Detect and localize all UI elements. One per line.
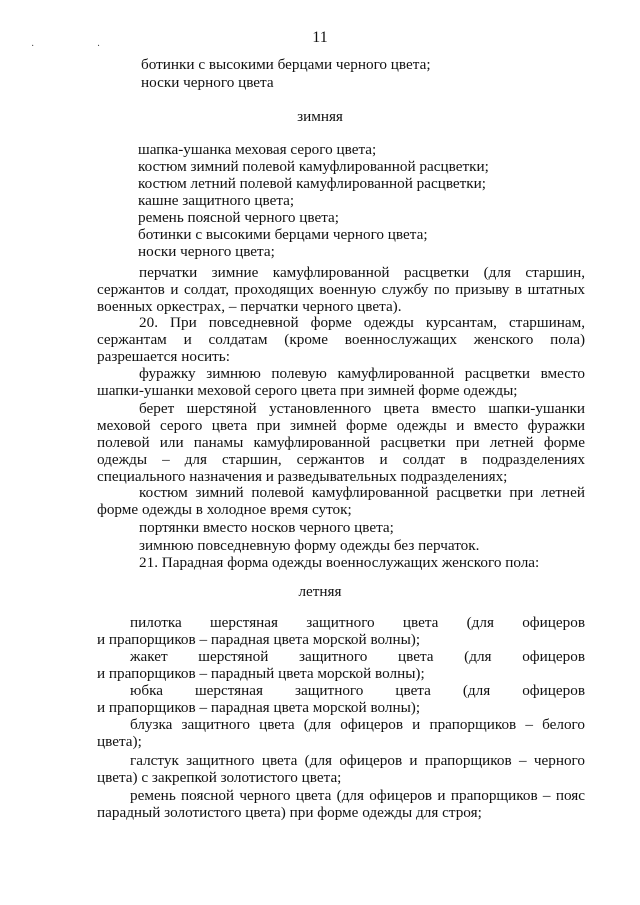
text-line: портянки вместо носков черного цвета; bbox=[139, 519, 394, 536]
text-line: берет шерстяной установленного цвета вместо шапки-ушанки bbox=[139, 400, 585, 417]
text-line: ботинки с высокими берцами черного цвета; bbox=[138, 226, 428, 243]
text-line: одежды – для старшин, сержантов и солдат в подразделениях bbox=[97, 451, 585, 468]
text-line: военных оркестрах, – перчатки черного цвета). bbox=[97, 298, 402, 315]
text-line: костюм зимний полевой камуфлированной расцветки при летней bbox=[139, 484, 585, 501]
text-line: носки черного цвета; bbox=[138, 243, 275, 260]
section-heading-summer: летняя bbox=[298, 583, 342, 600]
text-line: шапки-ушанки меховой серого цвета при зимней форме одежды; bbox=[97, 382, 518, 399]
text-line: фуражку зимнюю полевую камуфлированной расцветки вместо bbox=[139, 365, 585, 382]
text-line: полевой или панамы камуфлированной расцветки при летней форме bbox=[97, 434, 585, 451]
text-line: цвета); bbox=[97, 733, 142, 750]
text-line: ремень поясной черного цвета (для офицеров и прапорщиков – пояс bbox=[130, 787, 585, 804]
text-line: ремень поясной черного цвета; bbox=[138, 209, 340, 226]
text-line: сержантов и солдат, проходящих военную службу по призыву в штатных bbox=[97, 281, 585, 298]
text-line: 20. При повседневной форме одежды курсантам, старшинам, bbox=[139, 314, 585, 331]
text-line: юбка шерстяная защитного цвета (для офицеров bbox=[130, 682, 585, 699]
scan-specks: · · bbox=[31, 41, 131, 52]
text-line: и прапорщиков – парадный цвета морской волны); bbox=[97, 665, 425, 682]
text-line: и прапорщиков – парадная цвета морской волны); bbox=[97, 631, 421, 648]
text-line: меховой серого цвета при зимней форме одежды и вместо фуражки bbox=[97, 417, 585, 434]
text-line: сержантам и солдатам (кроме военнослужащих женского пола) bbox=[97, 331, 585, 348]
text-line: форме одежды в холодное время суток; bbox=[97, 501, 352, 518]
text-line: 21. Парадная форма одежды военнослужащих женского пола: bbox=[139, 554, 540, 571]
text-line: и прапорщиков – парадная цвета морской волны); bbox=[97, 699, 421, 716]
text-line: разрешается носить: bbox=[97, 348, 230, 365]
text-line: цвета) с закрепкой золотистого цвета; bbox=[97, 769, 342, 786]
text-line: специального назначения и разведывательных подразделениях; bbox=[97, 468, 508, 485]
page-number: 11 bbox=[312, 29, 328, 46]
text-line: шапка-ушанка меховая серого цвета; bbox=[138, 141, 377, 158]
text-line: галстук защитного цвета (для офицеров и прапорщиков – черного bbox=[130, 752, 585, 769]
text-line: блузка защитного цвета (для офицеров и прапорщиков – белого bbox=[130, 716, 585, 733]
text-line: зимнюю повседневную форму одежды без перчаток. bbox=[139, 537, 480, 554]
text-line: носки черного цвета bbox=[141, 74, 274, 91]
text-line: пилотка шерстяная защитного цвета (для офицеров bbox=[130, 614, 585, 631]
text-line: костюм зимний полевой камуфлированной расцветки; bbox=[138, 158, 489, 175]
text-line: ботинки с высокими берцами черного цвета; bbox=[141, 56, 431, 73]
text-line: жакет шерстяной защитного цвета (для офицеров bbox=[130, 648, 585, 665]
text-line: парадный золотистого цвета) при форме одежды для строя; bbox=[97, 804, 482, 821]
text-line: кашне защитного цвета; bbox=[138, 192, 295, 209]
text-line: перчатки зимние камуфлированной расцветки (для старшин, bbox=[139, 264, 585, 281]
text-line: костюм летний полевой камуфлированной расцветки; bbox=[138, 175, 487, 192]
section-heading-winter: зимняя bbox=[297, 108, 343, 125]
